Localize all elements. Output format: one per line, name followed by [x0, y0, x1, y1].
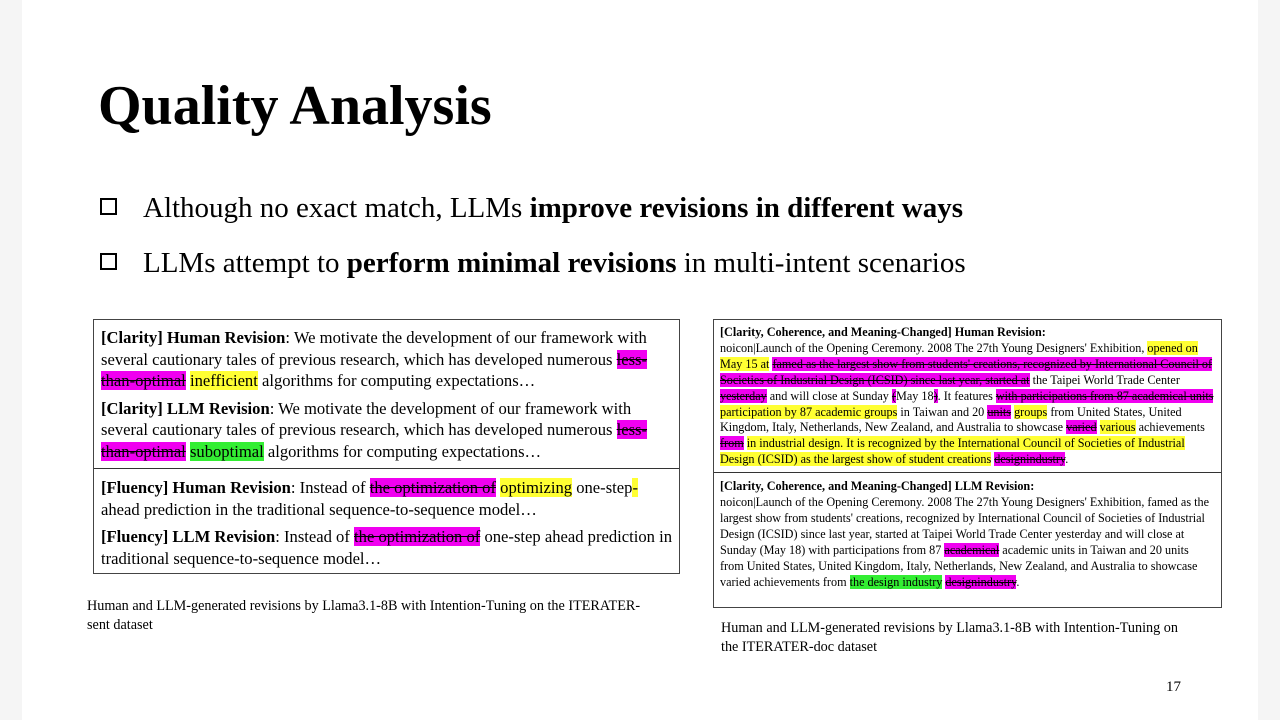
clarity-llm-revision: [Clarity] LLM Revision: We motivate the development of our framework with several cautionary tales of previous research, which has developed numerous less-than-optimal suboptimal algorithms for computing expectations…	[101, 398, 648, 461]
llm-revision-section	[714, 472, 1221, 590]
bullet-1	[100, 192, 963, 225]
page-number: 17	[1166, 679, 1181, 695]
clarity-section	[94, 320, 679, 462]
fluency-human-revision: [Fluency] Human Revision: Instead of the optimization of optimizing one-step-ahead prediction in the traditional sequence-to-sequence model…	[101, 478, 638, 519]
clarity-human-revision: [Clarity] Human Revision: We motivate the development of our framework with several cautionary tales of previous research, which has developed numerous less-than-optimal inefficient algorithms for computing expectations…	[101, 328, 648, 390]
fluency-section	[94, 468, 679, 569]
right-figure-caption: Human and LLM-generated revisions by Llama3.1-8B with Intention-Tuning on the ITERATER-doc dataset	[721, 620, 1178, 655]
checkbox-bullet-icon	[100, 198, 117, 215]
bullet-2	[100, 247, 966, 280]
slide-right-edge	[1258, 0, 1280, 720]
slide-title: Quality Analysis	[98, 75, 492, 137]
human-revision-section	[714, 320, 1221, 468]
checkbox-bullet-icon	[100, 253, 117, 270]
fluency-llm-revision: [Fluency] LLM Revision: Instead of the optimization of one-step ahead prediction in traditional sequence-to-sequence model…	[101, 527, 672, 568]
bullet-2-text: LLMs attempt to perform minimal revisions in multi-intent scenarios	[143, 247, 966, 279]
left-figure-caption: Human and LLM-generated revisions by Llama3.1-8B with Intention-Tuning on the ITERATER-sent dataset	[87, 598, 641, 633]
bullet-1-text: Although no exact match, LLMs improve revisions in different ways	[143, 192, 963, 224]
slide-left-edge	[0, 0, 22, 720]
doc-human-revision: [Clarity, Coherence, and Meaning-Changed] Human Revision: noicon|Launch of the Opening Ceremony. 2008 The 27th Young Designers' Exhibition, opened on May 15 at famed as the largest show from students' creations, recognized by International Council of Societies of Industrial Design (ICSID) since last year, started at the Taipei World Trade Center yesterday and will close at Sunday (May 18). It features with participations from 87 academical units participation by 87 academic groups in Taiwan and 20 units groups from United States, United Kingdom, Italy, Netherlands, New Zealand, and Australia to showcase varied various achievements from in industrial design. It is recognized by the International Council of Societies of Industrial Design (ICSID) as the largest show of student creations designindustry.	[720, 325, 1214, 467]
document-revision-figure	[713, 319, 1222, 608]
sentence-revision-figure	[93, 319, 680, 574]
doc-llm-revision: [Clarity, Coherence, and Meaning-Changed] LLM Revision: noicon|Launch of the Opening Ceremony. 2008 The 27th Young Designers' Exhibition, famed as the largest show from students' creations, recognized by International Council of Societies of Industrial Design (ICSID) since last year, started at Taipei World Trade Center yesterday and will close at Sunday (May 18) with participations from 87 academical academic units in Taiwan and 20 units from United States, United Kingdom, Italy, Netherlands, New Zealand, and Australia to showcase varied achievements from the design industry designindustry.	[720, 479, 1210, 589]
